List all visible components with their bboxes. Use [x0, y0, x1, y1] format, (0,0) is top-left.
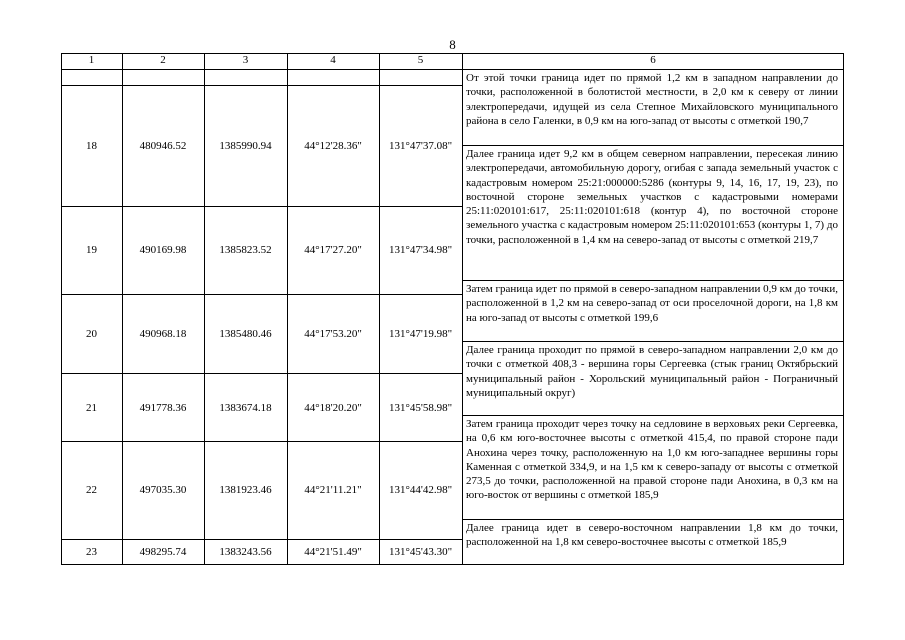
coord-y: 1383243.56 [219, 546, 272, 558]
coord-y: 1385990.94 [219, 140, 272, 152]
coord-x: 490169.98 [139, 244, 187, 256]
latitude: 44°18'20.20" [304, 402, 362, 414]
segment-description: Затем граница проходит через точку на седловине в верховьях реки Сергеевка, на 0,6 км юго-восточнее высоты с отметкой 415,4, по правой стороне пади Анохина через точку, расположенную на 1,0 км юго-западнее вершины горы Каменная с отметкой 334,9, и на 1,5 км к северо-западу от высоты с отметкой 273,5 до точки, расположенной на правой стороне пади Анохина, в 0,3 км на юго-восток от вершины с отметкой 185,9 [466, 418, 838, 502]
coord-y: 1385480.46 [219, 328, 272, 340]
segment-description: Далее граница идет в северо-восточном направлении 1,8 км до точки, расположенной на 1,8 км северо-восточнее высоты с отметкой 185,9 [466, 522, 838, 549]
segment-description: Далее граница идет 9,2 км в общем северном направлении, пересекая линию электропередачи, автомобильную дорогу, огибая с запада земельный участок с кадастровым номером 25:21:000000:5286 (контуры 9, 14, 16, 17, 19, 23), по восточной стороне земельных участков с кадастровыми номерами 25:11:020101:617, 25:11:020101:618 (контур 4), по восточной стороне земельного участка с кадастровым номером 25:11:020101:653 (контуры 1, 7) до точки, расположенной в 1,4 км на северо-запад от высоты с отметкой 219,7 [466, 148, 838, 246]
longitude: 131°44'42.98" [388, 484, 453, 496]
boundary-table [61, 53, 844, 565]
point-number: 22 [86, 484, 97, 496]
segment-description: Затем граница идет по прямой в северо-западном направлении 0,9 км до точки, расположенной в 1,2 км на северо-запад от оси проселочной дороги, на 1,8 км на юго-запад от высоты с отметкой 199,6 [466, 283, 838, 324]
column-header-2: 2 [160, 54, 166, 66]
point-number: 19 [86, 244, 97, 256]
point-number: 20 [86, 328, 97, 340]
point-number: 23 [86, 546, 97, 558]
segment-description: Далее граница проходит по прямой в северо-западном направлении 2,0 км до точки с отметкой 408,3 - вершина горы Сергеевка (стык границ Октябрьский муниципальный район - Хорольский муниципальный район - Пограничный муниципальный округ) [466, 344, 838, 399]
coord-y: 1385823.52 [219, 244, 272, 256]
point-number: 21 [86, 402, 97, 414]
coord-x: 491778.36 [139, 402, 187, 414]
column-header-4: 4 [330, 54, 336, 66]
latitude: 44°17'53.20" [304, 328, 362, 340]
point-number: 18 [86, 140, 97, 152]
column-header-5: 5 [417, 54, 424, 66]
column-header-1: 1 [88, 54, 95, 66]
segment-description: От этой точки граница идет по прямой 1,2 км в западном направлении до точки, расположенной в болотистой местности, в 2,0 км к северу от линии электропередачи, идущей из села Степное Михайловского муниципального района в село Галенки, в 0,9 км на юго-запад от высоты с отметкой 190,7 [466, 72, 838, 127]
coord-y: 1383674.18 [219, 402, 272, 414]
latitude: 44°17'27.20" [304, 244, 362, 256]
latitude: 44°21'11.21" [304, 484, 362, 496]
coord-y: 1381923.46 [219, 484, 272, 496]
longitude: 131°45'58.98" [388, 402, 453, 414]
column-header-3: 3 [242, 54, 249, 66]
coord-x: 497035.30 [139, 484, 187, 496]
coord-x: 490968.18 [139, 328, 187, 340]
coord-x: 498295.74 [139, 546, 187, 558]
longitude: 131°47'37.08" [388, 140, 453, 152]
latitude: 44°12'28.36" [304, 140, 362, 152]
longitude: 131°45'43.30" [388, 546, 453, 558]
coord-x: 480946.52 [139, 140, 187, 152]
column-header-6: 6 [650, 54, 656, 66]
page-number: 8 [449, 37, 456, 52]
longitude: 131°47'19.98" [388, 328, 453, 340]
latitude: 44°21'51.49" [304, 546, 362, 558]
longitude: 131°47'34.98" [388, 244, 453, 256]
